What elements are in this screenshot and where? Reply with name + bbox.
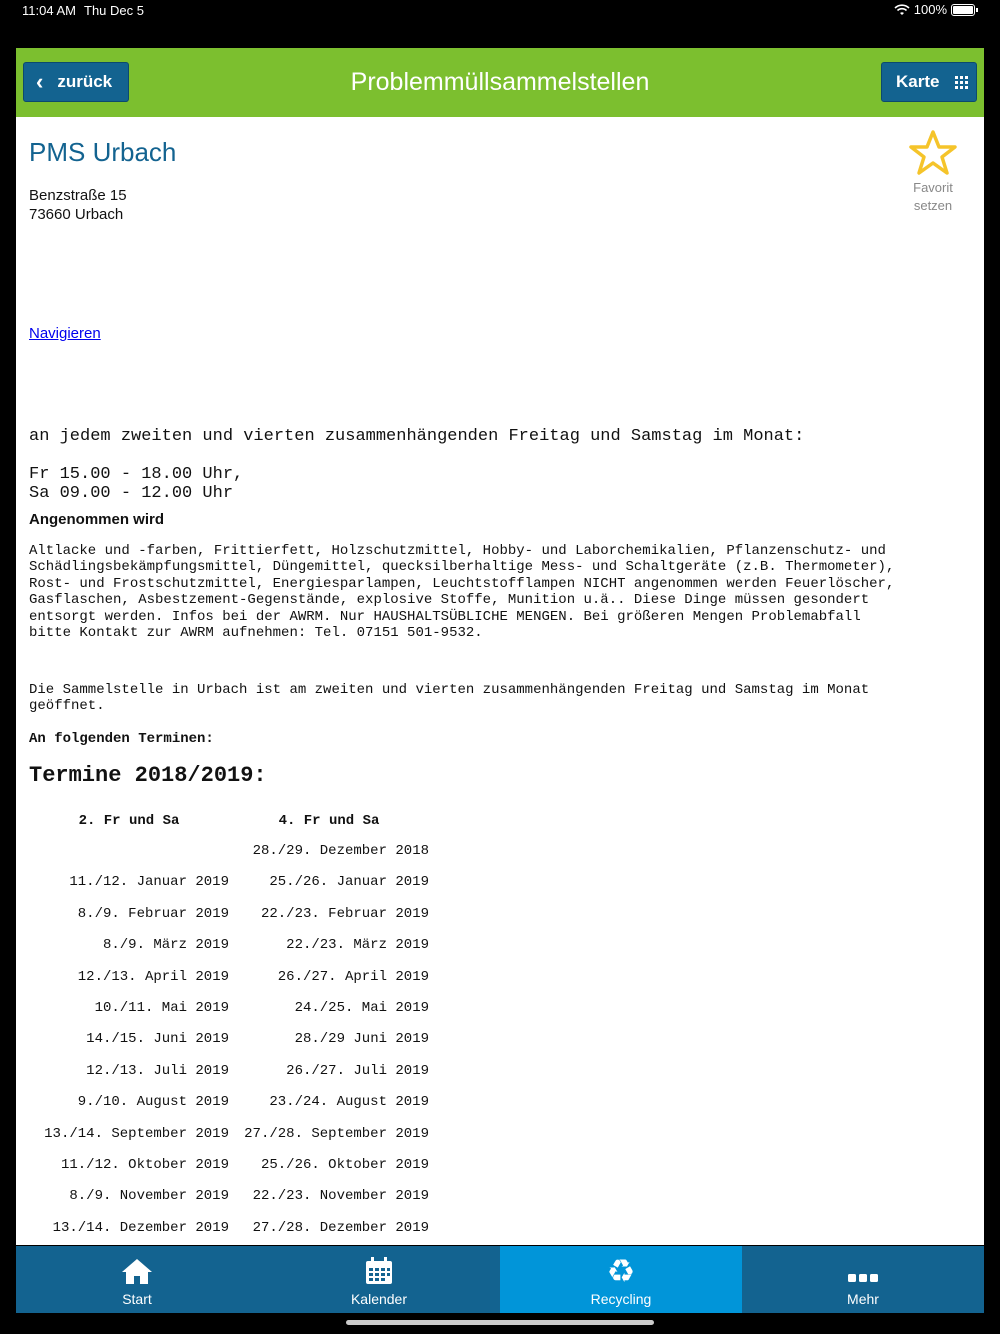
tab-start[interactable] bbox=[16, 1246, 258, 1313]
address-street: Benzstraße 15 bbox=[29, 187, 127, 204]
dates-body bbox=[29, 829, 429, 1236]
opening-hours bbox=[29, 465, 243, 503]
table-cell: 14./15. Juni 2019 bbox=[86, 1031, 229, 1048]
table-cell: 22./23. März 2019 bbox=[286, 937, 429, 954]
favorite-label-1: Favorit bbox=[913, 180, 953, 195]
table-cell: 13./14. September 2019 bbox=[44, 1125, 229, 1142]
calendar-icon bbox=[364, 1256, 394, 1286]
page-title: Problemmüllsammelstellen bbox=[350, 68, 650, 96]
table-cell: 8./9. März 2019 bbox=[102, 937, 229, 954]
tab-label: Kalender bbox=[350, 1291, 408, 1307]
hours-friday: Fr 15.00 - 18.00 Uhr, bbox=[29, 465, 244, 484]
table-cell: 13./14. Dezember 2019 bbox=[52, 1219, 229, 1236]
recycle-icon: ♻ bbox=[606, 1253, 636, 1289]
tab-recycling[interactable] bbox=[500, 1246, 742, 1313]
wifi-icon bbox=[894, 4, 910, 16]
table-cell: 8./9. November 2019 bbox=[69, 1188, 229, 1205]
opening-text: Die Sammelstelle in Urbach ist am zweiten und vierten zusammenhängenden Freitag und Samstag im Monat geöffnet. bbox=[29, 682, 870, 715]
table-header: 4. Fr und Sa bbox=[278, 813, 380, 829]
table-cell: 27./28. Dezember 2019 bbox=[252, 1219, 429, 1236]
favorite-button[interactable] bbox=[908, 129, 958, 215]
table-cell: 28./29. Dezember 2018 bbox=[252, 843, 429, 859]
table-row bbox=[29, 1173, 429, 1204]
table-cell: 24./25. Mai 2019 bbox=[294, 999, 429, 1016]
nav-header bbox=[16, 48, 984, 117]
table-row bbox=[29, 1110, 429, 1141]
grid-icon bbox=[955, 76, 968, 89]
tab-label: Mehr bbox=[847, 1291, 879, 1307]
accepted-heading: Angenommen wird bbox=[29, 511, 165, 528]
navigate-link[interactable]: Navigieren bbox=[29, 325, 101, 342]
hours-saturday: Sa 09.00 - 12.00 Uhr bbox=[29, 484, 234, 503]
table-row bbox=[29, 1204, 429, 1235]
place-name: PMS Urbach bbox=[29, 137, 177, 167]
table-cell: 28./29 Juni 2019 bbox=[294, 1031, 429, 1048]
map-label: Karte bbox=[896, 72, 940, 91]
table-cell: 26./27. April 2019 bbox=[277, 968, 429, 985]
table-cell: 11./12. Januar 2019 bbox=[69, 874, 229, 891]
map-button[interactable] bbox=[881, 62, 977, 102]
table-cell: 27./28. September 2019 bbox=[244, 1125, 429, 1142]
table-row bbox=[29, 985, 429, 1016]
table-cell: 12./13. Juli 2019 bbox=[86, 1062, 229, 1079]
table-cell: 23./24. August 2019 bbox=[269, 1094, 429, 1111]
table-row bbox=[29, 1047, 429, 1078]
table-row bbox=[29, 859, 429, 890]
table-cell bbox=[29, 829, 229, 859]
table-row bbox=[29, 1016, 429, 1047]
detail-content bbox=[16, 117, 984, 1245]
tab-mehr[interactable] bbox=[742, 1246, 984, 1313]
more-icon bbox=[848, 1273, 878, 1283]
following-dates-label: An folgenden Terminen: bbox=[29, 731, 214, 747]
table-cell: 25./26. Oktober 2019 bbox=[260, 1156, 429, 1173]
status-date: Thu Dec 5 bbox=[84, 3, 144, 18]
table-row bbox=[29, 1142, 429, 1173]
status-bar bbox=[0, 0, 1000, 22]
tab-label: Start bbox=[122, 1291, 152, 1307]
table-cell: 11./12. Oktober 2019 bbox=[60, 1156, 229, 1173]
status-right bbox=[894, 2, 978, 17]
tab-bar bbox=[16, 1246, 984, 1313]
favorite-label-2: setzen bbox=[913, 198, 953, 213]
table-row bbox=[29, 953, 429, 984]
star-icon bbox=[908, 129, 958, 177]
address-city: 73660 Urbach bbox=[29, 206, 124, 223]
tab-label: Recycling bbox=[590, 1291, 652, 1307]
tab-kalender[interactable] bbox=[258, 1246, 500, 1313]
schedule-intro: an jedem zweiten und vierten zusammenhängenden Freitag und Samstag im Monat: bbox=[29, 427, 805, 446]
table-cell: 26./27. Juli 2019 bbox=[286, 1062, 429, 1079]
home-indicator bbox=[346, 1320, 654, 1325]
dates-heading: Termine 2018/2019: bbox=[29, 763, 267, 788]
table-cell: 10./11. Mai 2019 bbox=[94, 999, 229, 1016]
status-time: 11:04 AM bbox=[22, 3, 76, 18]
table-cell: 22./23. November 2019 bbox=[252, 1188, 429, 1205]
table-cell: 8./9. Februar 2019 bbox=[77, 905, 229, 922]
accepted-text: Altlacke und -farben, Frittierfett, Holzschutzmittel, Hobby- und Laborchemikalien, Pflanzenschutz- und Schädlingsbekämpfungsmittel, Düngemittel, quecksilberhaltige Mess- und Schaltgeräte (z.B. Thermometer), Rost- und Frostschutzmittel, Energiesparlampen, Leuchtstofflampen NICHT angenommen werden Feuerlöscher, Gasflaschen, Asbestzement-Gegenstände, explosive Stoffe, Munition u.ä.. Diese Dinge müssen gesondert entsorgt werden. Infos bei der AWRM. Nur HAUSHALTSÜBLICHE MENGEN. Bei größeren Mengen Problemabfall bitte Kontakt zur AWRM aufnehmen: Tel. 07151 501-9532. bbox=[29, 543, 895, 642]
battery-icon bbox=[951, 4, 975, 16]
table-row bbox=[29, 890, 429, 921]
place-address bbox=[29, 186, 127, 224]
table-cell: 12./13. April 2019 bbox=[77, 968, 229, 985]
table-cell: 25./26. Januar 2019 bbox=[269, 874, 429, 891]
table-cell: 22./23. Februar 2019 bbox=[260, 905, 429, 922]
chevron-left-icon: ‹ bbox=[36, 69, 44, 94]
table-cell: 9./10. August 2019 bbox=[77, 1094, 229, 1111]
dates-table bbox=[29, 803, 429, 1236]
table-row bbox=[29, 922, 429, 953]
back-label: zurück bbox=[57, 72, 113, 91]
table-header: 2. Fr und Sa bbox=[78, 813, 180, 829]
battery-percent: 100% bbox=[913, 2, 947, 17]
table-row bbox=[29, 1079, 429, 1110]
home-icon bbox=[121, 1257, 153, 1285]
